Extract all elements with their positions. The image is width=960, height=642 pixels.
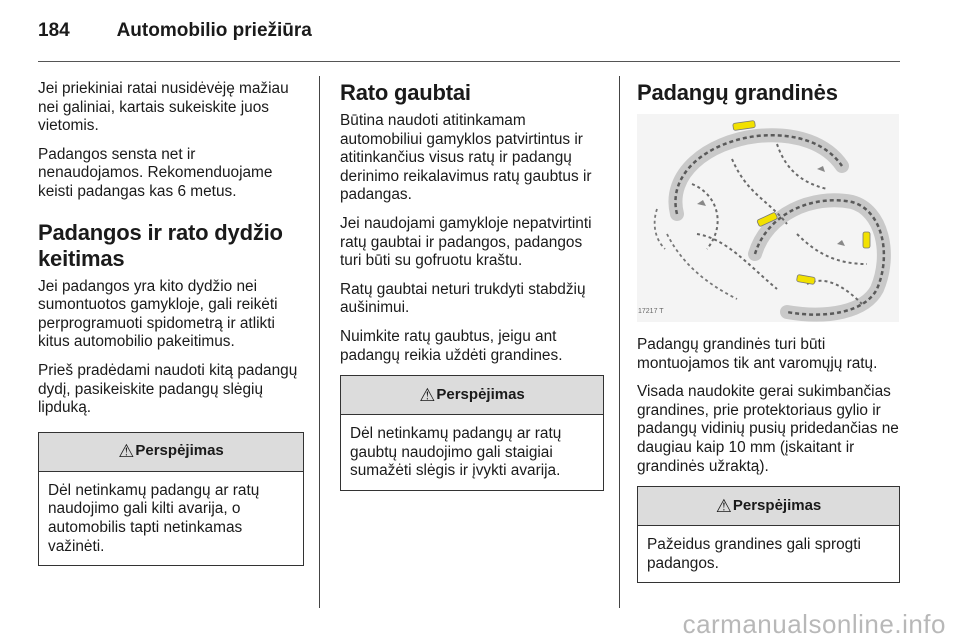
warning-box	[38, 432, 304, 566]
paragraph-chain-requirements: Visada naudokite gerai sukimbančias grandines, prie protektoriaus gylio ir padangų vidinių pusių pridedančias ne daugiau kaip 10 mm (įskaitant ir grandinės užraktą).	[637, 383, 899, 475]
section-heading-wheel-covers: Rato gaubtai	[340, 80, 471, 105]
paragraph-pressure-label: Prieš pradėdami naudoti kitą padangų dydį, pasikeiskite padangų slėgių lipduką.	[38, 361, 298, 417]
paragraph-unapproved-covers: Jei naudojami gamykloje nepatvirtinti ratų gaubtai ir padangos, padangos turi būti su gofruotu kraštu.	[340, 214, 592, 270]
warning-title: Perspėjimas	[436, 385, 525, 403]
paragraph-approved-covers: Būtina naudoti atitinkamam automobiliui gamyklos patvirtintus ir atitinkančius visus ratų ir padangų derinimo reikalavimus ratų gaubtus ir padangas.	[340, 112, 592, 204]
column-1	[38, 80, 304, 566]
paragraph-drive-wheels: Padangų grandinės turi būti montuojamos tik ant varomųjų ratų.	[637, 336, 878, 372]
page-number: 184	[38, 20, 70, 41]
column-divider-2	[619, 76, 620, 608]
warning-triangle-icon: ⚠	[715, 495, 732, 516]
column-3	[637, 80, 900, 583]
page-title: Automobilio priežiūra	[116, 20, 312, 41]
warning-header	[638, 487, 899, 526]
warning-box	[637, 486, 900, 583]
paragraph-tire-aging: Padangos sensta net ir nenaudojamos. Rekomenduojame keisti padangas kas 6 metus.	[38, 145, 273, 200]
warning-text: Dėl netinkamų padangų ar ratų gaubtų naudojimo gali staigiai sumažėti slėgis ir įvykti avarija.	[350, 425, 562, 480]
column-divider-1	[319, 76, 320, 608]
section-heading-tire-size: Padangos ir rato dydžio keitimas	[38, 219, 283, 271]
page-header	[38, 20, 312, 42]
paragraph-front-wheels: Jei priekiniai ratai nusidėvėję mažiau nei galiniai, kartais sukeiskite juos vietomis.	[38, 80, 289, 135]
watermark-text: carmanualsonline.info	[682, 609, 946, 639]
tire-chains-image	[637, 114, 899, 322]
paragraph-brake-cooling: Ratų gaubtai neturi trukdyti stabdžių aušinimui.	[340, 280, 586, 317]
warning-triangle-icon: ⚠	[419, 384, 436, 405]
warning-triangle-icon: ⚠	[118, 441, 135, 462]
warning-title: Perspėjimas	[732, 496, 822, 514]
warning-text: Pažeidus grandines gali sprogti padangos.	[647, 536, 861, 572]
figure-id: 17217 T	[638, 308, 664, 316]
warning-header	[341, 376, 603, 415]
warning-title: Perspėjimas	[135, 442, 224, 460]
paragraph-size-change: Jei padangos yra kito dydžio nei sumontuotos gamykloje, gali reikėti perprogramuoti spidometrą ir atlikti kitus automobilio pakeitimus.	[38, 277, 278, 351]
paragraph-remove-covers: Nuimkite ratų gaubtus, jeigu ant padangų reikia uždėti grandines.	[340, 327, 563, 364]
tire-chain-illustration	[637, 114, 899, 322]
warning-box	[340, 375, 604, 491]
column-2	[340, 80, 604, 491]
warning-header	[39, 433, 303, 472]
section-heading-tire-chains: Padangų grandinės	[637, 80, 838, 105]
warning-text: Dėl netinkamų padangų ar ratų naudojimo gali kilti avarija, o automobilis tapti netinkamas važinėti.	[48, 481, 260, 555]
header-divider	[38, 61, 900, 62]
